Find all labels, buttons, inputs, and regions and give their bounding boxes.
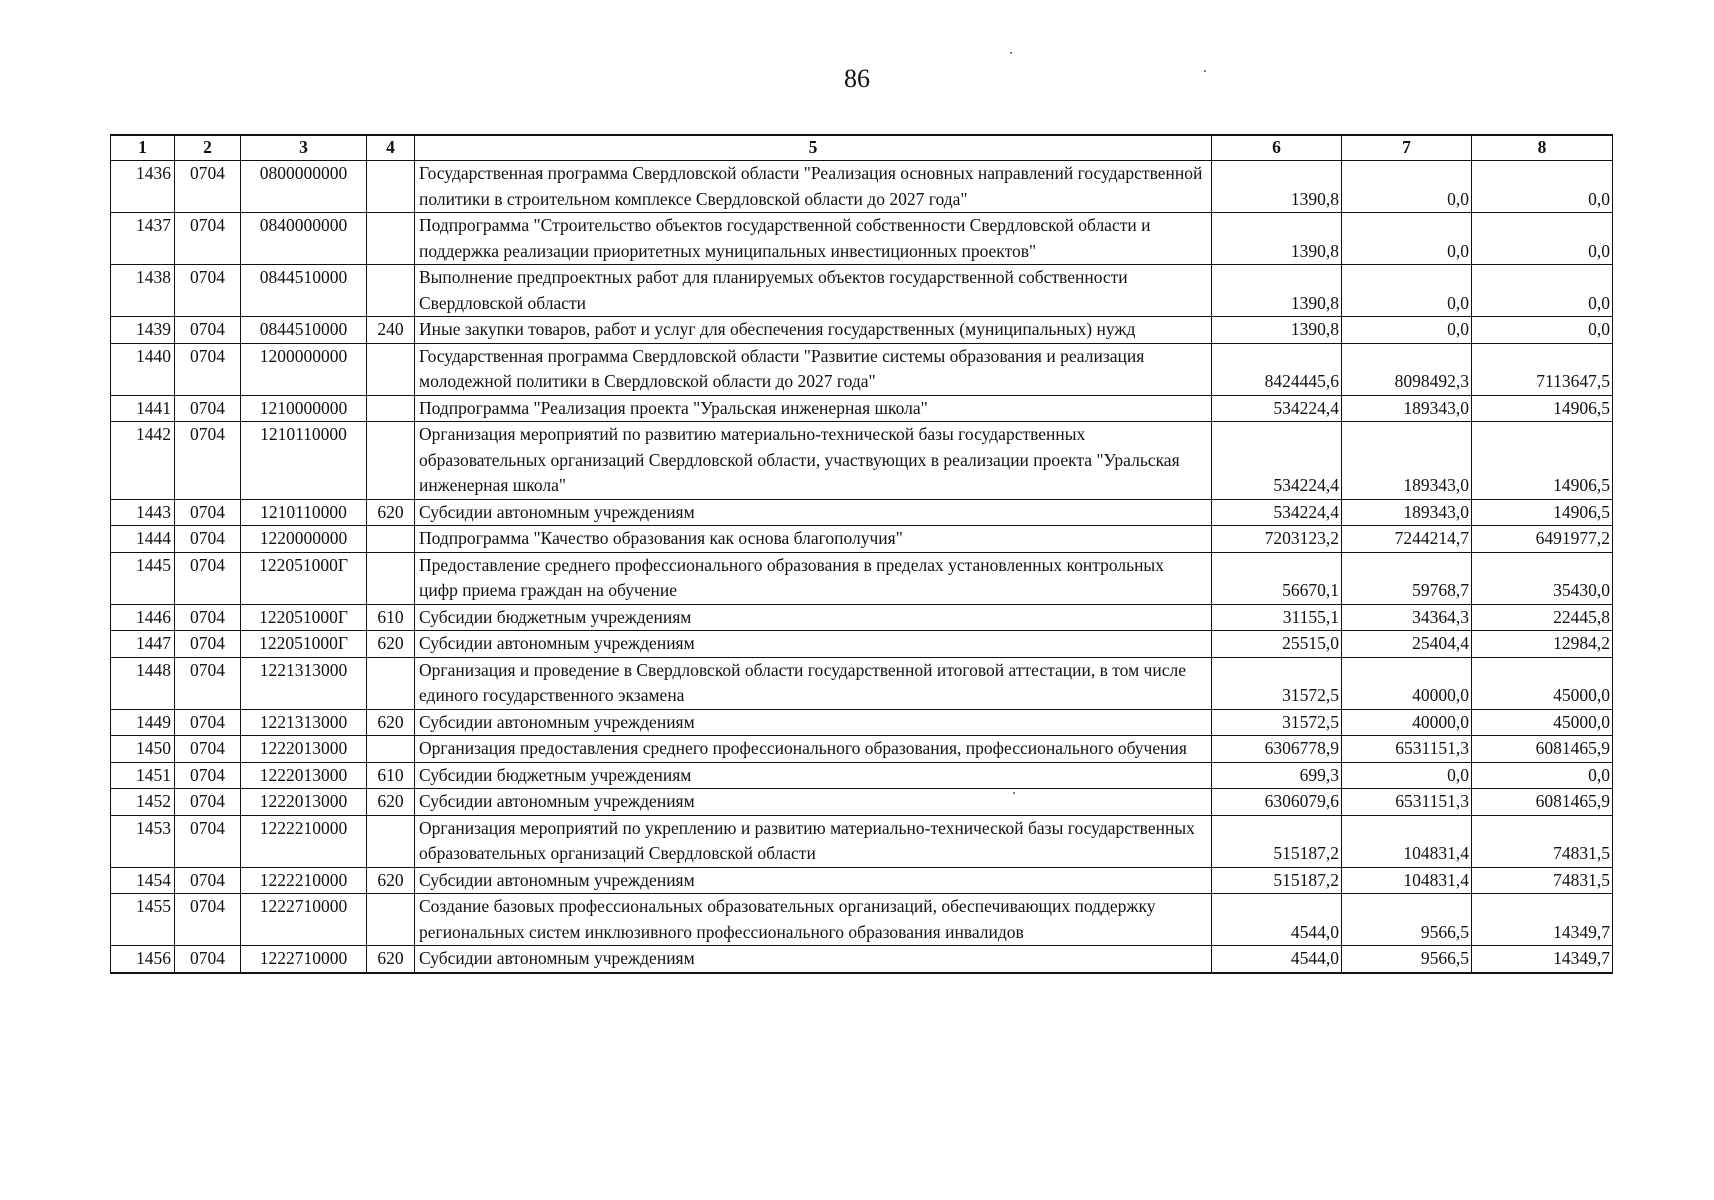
table-row	[111, 894, 1613, 946]
row-number-cell: 1444	[111, 526, 175, 553]
amount-cell-col8: 45000,0	[1472, 657, 1613, 709]
header-cell-6: 6	[1212, 135, 1342, 161]
description-cell: Подпрограмма "Качество образования как основа благополучия"	[415, 526, 1212, 553]
amount-cell-col6: 31572,5	[1212, 657, 1342, 709]
amount-cell-col6: 534224,4	[1212, 422, 1342, 500]
target-code-cell: 1200000000	[241, 343, 367, 395]
amount-cell-col6: 56670,1	[1212, 552, 1342, 604]
amount-cell-col6: 25515,0	[1212, 631, 1342, 658]
expense-type-cell	[367, 815, 415, 867]
description-cell: Организация предоставления среднего профессионального образования, профессионального обучения	[415, 736, 1212, 763]
amount-cell-col8: 6491977,2	[1472, 526, 1613, 553]
amount-cell-col7: 0,0	[1342, 265, 1472, 317]
target-code-cell: 1222013000	[241, 736, 367, 763]
description-cell: Государственная программа Свердловской области "Развитие системы образования и реализация молодежной политики в Свердловской области до 2027 года"	[415, 343, 1212, 395]
section-code-cell: 0704	[175, 395, 241, 422]
amount-cell-col6: 31155,1	[1212, 604, 1342, 631]
amount-cell-col7: 189343,0	[1342, 395, 1472, 422]
header-cell-3: 3	[241, 135, 367, 161]
row-number-cell: 1441	[111, 395, 175, 422]
table-row	[111, 552, 1613, 604]
amount-cell-col6: 4544,0	[1212, 946, 1342, 973]
table-row	[111, 789, 1613, 816]
amount-cell-col8: 14349,7	[1472, 894, 1613, 946]
section-code-cell: 0704	[175, 709, 241, 736]
table-body	[111, 161, 1613, 973]
target-code-cell: 122051000Г	[241, 552, 367, 604]
expense-type-cell	[367, 657, 415, 709]
table-row	[111, 395, 1613, 422]
table-row	[111, 815, 1613, 867]
table-row	[111, 736, 1613, 763]
amount-cell-col6: 1390,8	[1212, 317, 1342, 344]
target-code-cell: 1222210000	[241, 867, 367, 894]
scan-speck	[1010, 52, 1012, 54]
amount-cell-col8: 14349,7	[1472, 946, 1613, 973]
description-cell: Субсидии автономным учреждениям	[415, 867, 1212, 894]
amount-cell-col8: 0,0	[1472, 213, 1613, 265]
amount-cell-col6: 515187,2	[1212, 867, 1342, 894]
amount-cell-col7: 9566,5	[1342, 894, 1472, 946]
expense-type-cell	[367, 552, 415, 604]
description-cell: Выполнение предпроектных работ для планируемых объектов государственной собственности Свердловской области	[415, 265, 1212, 317]
target-code-cell: 122051000Г	[241, 631, 367, 658]
table-row	[111, 526, 1613, 553]
row-number-cell: 1437	[111, 213, 175, 265]
expense-type-cell: 620	[367, 631, 415, 658]
amount-cell-col6: 534224,4	[1212, 395, 1342, 422]
table-row	[111, 657, 1613, 709]
section-code-cell: 0704	[175, 789, 241, 816]
row-number-cell: 1446	[111, 604, 175, 631]
amount-cell-col6: 6306079,6	[1212, 789, 1342, 816]
description-cell: Субсидии автономным учреждениям	[415, 499, 1212, 526]
amount-cell-col7: 8098492,3	[1342, 343, 1472, 395]
amount-cell-col7: 0,0	[1342, 161, 1472, 213]
amount-cell-col7: 9566,5	[1342, 946, 1472, 973]
header-cell-8: 8	[1472, 135, 1613, 161]
expense-type-cell	[367, 265, 415, 317]
amount-cell-col8: 12984,2	[1472, 631, 1613, 658]
amount-cell-col8: 6081465,9	[1472, 736, 1613, 763]
target-code-cell: 0844510000	[241, 265, 367, 317]
target-code-cell: 1210110000	[241, 422, 367, 500]
section-code-cell: 0704	[175, 736, 241, 763]
row-number-cell: 1447	[111, 631, 175, 658]
expense-type-cell	[367, 213, 415, 265]
expense-type-cell: 620	[367, 867, 415, 894]
section-code-cell: 0704	[175, 422, 241, 500]
table-row	[111, 604, 1613, 631]
row-number-cell: 1440	[111, 343, 175, 395]
description-cell: Субсидии автономным учреждениям	[415, 631, 1212, 658]
description-cell: Иные закупки товаров, работ и услуг для обеспечения государственных (муниципальных) нужд	[415, 317, 1212, 344]
target-code-cell: 1221313000	[241, 657, 367, 709]
description-cell: Субсидии бюджетным учреждениям	[415, 762, 1212, 789]
section-code-cell: 0704	[175, 762, 241, 789]
amount-cell-col6: 534224,4	[1212, 499, 1342, 526]
expense-type-cell: 610	[367, 762, 415, 789]
row-number-cell: 1439	[111, 317, 175, 344]
expense-type-cell	[367, 422, 415, 500]
table-row	[111, 265, 1613, 317]
amount-cell-col8: 14906,5	[1472, 499, 1613, 526]
row-number-cell: 1436	[111, 161, 175, 213]
target-code-cell: 1222013000	[241, 789, 367, 816]
table-row	[111, 343, 1613, 395]
section-code-cell: 0704	[175, 631, 241, 658]
amount-cell-col7: 40000,0	[1342, 657, 1472, 709]
table-row	[111, 161, 1613, 213]
description-cell: Государственная программа Свердловской области "Реализация основных направлений государственной политики в строительном комплексе Свердловской области до 2027 года"	[415, 161, 1212, 213]
amount-cell-col7: 25404,4	[1342, 631, 1472, 658]
budget-table	[110, 134, 1613, 974]
amount-cell-col8: 35430,0	[1472, 552, 1613, 604]
expense-type-cell: 240	[367, 317, 415, 344]
section-code-cell: 0704	[175, 815, 241, 867]
row-number-cell: 1445	[111, 552, 175, 604]
row-number-cell: 1451	[111, 762, 175, 789]
target-code-cell: 1221313000	[241, 709, 367, 736]
amount-cell-col7: 189343,0	[1342, 499, 1472, 526]
header-cell-4: 4	[367, 135, 415, 161]
amount-cell-col6: 1390,8	[1212, 265, 1342, 317]
description-cell: Субсидии автономным учреждениям	[415, 789, 1212, 816]
section-code-cell: 0704	[175, 213, 241, 265]
header-cell-5: 5	[415, 135, 1212, 161]
expense-type-cell	[367, 161, 415, 213]
target-code-cell: 1222710000	[241, 894, 367, 946]
row-number-cell: 1449	[111, 709, 175, 736]
amount-cell-col6: 515187,2	[1212, 815, 1342, 867]
description-cell: Подпрограмма "Строительство объектов государственной собственности Свердловской области и поддержка реализации приоритетных муниципальных инвестиционных проектов"	[415, 213, 1212, 265]
table-row	[111, 631, 1613, 658]
amount-cell-col8: 14906,5	[1472, 422, 1613, 500]
expense-type-cell: 620	[367, 499, 415, 526]
amount-cell-col6: 699,3	[1212, 762, 1342, 789]
amount-cell-col8: 0,0	[1472, 265, 1613, 317]
expense-type-cell: 620	[367, 789, 415, 816]
amount-cell-col6: 7203123,2	[1212, 526, 1342, 553]
amount-cell-col7: 40000,0	[1342, 709, 1472, 736]
target-code-cell: 1222013000	[241, 762, 367, 789]
amount-cell-col7: 104831,4	[1342, 815, 1472, 867]
amount-cell-col8: 22445,8	[1472, 604, 1613, 631]
table-row	[111, 499, 1613, 526]
table-row	[111, 867, 1613, 894]
amount-cell-col7: 0,0	[1342, 762, 1472, 789]
amount-cell-col7: 6531151,3	[1342, 736, 1472, 763]
expense-type-cell	[367, 526, 415, 553]
expense-type-cell: 620	[367, 946, 415, 973]
target-code-cell: 1210110000	[241, 499, 367, 526]
amount-cell-col8: 45000,0	[1472, 709, 1613, 736]
amount-cell-col6: 4544,0	[1212, 894, 1342, 946]
amount-cell-col7: 7244214,7	[1342, 526, 1472, 553]
amount-cell-col8: 74831,5	[1472, 815, 1613, 867]
target-code-cell: 1222210000	[241, 815, 367, 867]
amount-cell-col7: 6531151,3	[1342, 789, 1472, 816]
row-number-cell: 1452	[111, 789, 175, 816]
amount-cell-col8: 7113647,5	[1472, 343, 1613, 395]
description-cell: Организация мероприятий по укреплению и развитию материально-технической базы государственных образовательных организаций Свердловской области	[415, 815, 1212, 867]
header-cell-2: 2	[175, 135, 241, 161]
target-code-cell: 1222710000	[241, 946, 367, 973]
row-number-cell: 1442	[111, 422, 175, 500]
amount-cell-col7: 59768,7	[1342, 552, 1472, 604]
amount-cell-col8: 0,0	[1472, 317, 1613, 344]
row-number-cell: 1453	[111, 815, 175, 867]
amount-cell-col6: 8424445,6	[1212, 343, 1342, 395]
description-cell: Создание базовых профессиональных образовательных организаций, обеспечивающих поддержку региональных систем инклюзивного профессионального образования инвалидов	[415, 894, 1212, 946]
target-code-cell: 1210000000	[241, 395, 367, 422]
expense-type-cell	[367, 395, 415, 422]
target-code-cell: 1220000000	[241, 526, 367, 553]
target-code-cell: 0800000000	[241, 161, 367, 213]
amount-cell-col6: 1390,8	[1212, 213, 1342, 265]
section-code-cell: 0704	[175, 946, 241, 973]
amount-cell-col7: 189343,0	[1342, 422, 1472, 500]
target-code-cell: 122051000Г	[241, 604, 367, 631]
row-number-cell: 1455	[111, 894, 175, 946]
section-code-cell: 0704	[175, 499, 241, 526]
amount-cell-col8: 74831,5	[1472, 867, 1613, 894]
header-row	[111, 135, 1613, 161]
expense-type-cell	[367, 736, 415, 763]
row-number-cell: 1448	[111, 657, 175, 709]
description-cell: Субсидии автономным учреждениям	[415, 946, 1212, 973]
amount-cell-col7: 0,0	[1342, 213, 1472, 265]
description-cell: Субсидии бюджетным учреждениям	[415, 604, 1212, 631]
table-row	[111, 422, 1613, 500]
section-code-cell: 0704	[175, 657, 241, 709]
section-code-cell: 0704	[175, 552, 241, 604]
header-cell-7: 7	[1342, 135, 1472, 161]
description-cell: Организация мероприятий по развитию материально-технической базы государственных образовательных организаций Свердловской области, участвующих в реализации проекта "Уральская инженерная школа"	[415, 422, 1212, 500]
description-cell: Предоставление среднего профессионального образования в пределах установленных контрольных цифр приема граждан на обучение	[415, 552, 1212, 604]
row-number-cell: 1456	[111, 946, 175, 973]
expense-type-cell: 620	[367, 709, 415, 736]
section-code-cell: 0704	[175, 317, 241, 344]
row-number-cell: 1438	[111, 265, 175, 317]
section-code-cell: 0704	[175, 894, 241, 946]
scan-speck	[1204, 70, 1206, 72]
amount-cell-col8: 0,0	[1472, 762, 1613, 789]
section-code-cell: 0704	[175, 343, 241, 395]
description-cell: Субсидии автономным учреждениям	[415, 709, 1212, 736]
table-row	[111, 946, 1613, 973]
amount-cell-col7: 34364,3	[1342, 604, 1472, 631]
section-code-cell: 0704	[175, 161, 241, 213]
target-code-cell: 0840000000	[241, 213, 367, 265]
amount-cell-col6: 6306778,9	[1212, 736, 1342, 763]
section-code-cell: 0704	[175, 867, 241, 894]
amount-cell-col8: 14906,5	[1472, 395, 1613, 422]
row-number-cell: 1443	[111, 499, 175, 526]
table-row	[111, 762, 1613, 789]
expense-type-cell	[367, 343, 415, 395]
section-code-cell: 0704	[175, 526, 241, 553]
row-number-cell: 1454	[111, 867, 175, 894]
description-cell: Подпрограмма "Реализация проекта "Уральская инженерная школа"	[415, 395, 1212, 422]
expense-type-cell	[367, 894, 415, 946]
row-number-cell: 1450	[111, 736, 175, 763]
section-code-cell: 0704	[175, 265, 241, 317]
amount-cell-col8: 0,0	[1472, 161, 1613, 213]
amount-cell-col8: 6081465,9	[1472, 789, 1613, 816]
amount-cell-col6: 31572,5	[1212, 709, 1342, 736]
page-number: 86	[844, 64, 870, 93]
table-row	[111, 709, 1613, 736]
amount-cell-col7: 0,0	[1342, 317, 1472, 344]
expense-type-cell: 610	[367, 604, 415, 631]
description-cell: Организация и проведение в Свердловской области государственной итоговой аттестации, в том числе единого государственного экзамена	[415, 657, 1212, 709]
header-cell-1: 1	[111, 135, 175, 161]
target-code-cell: 0844510000	[241, 317, 367, 344]
amount-cell-col7: 104831,4	[1342, 867, 1472, 894]
table-row	[111, 213, 1613, 265]
section-code-cell: 0704	[175, 604, 241, 631]
amount-cell-col6: 1390,8	[1212, 161, 1342, 213]
table-row	[111, 317, 1613, 344]
